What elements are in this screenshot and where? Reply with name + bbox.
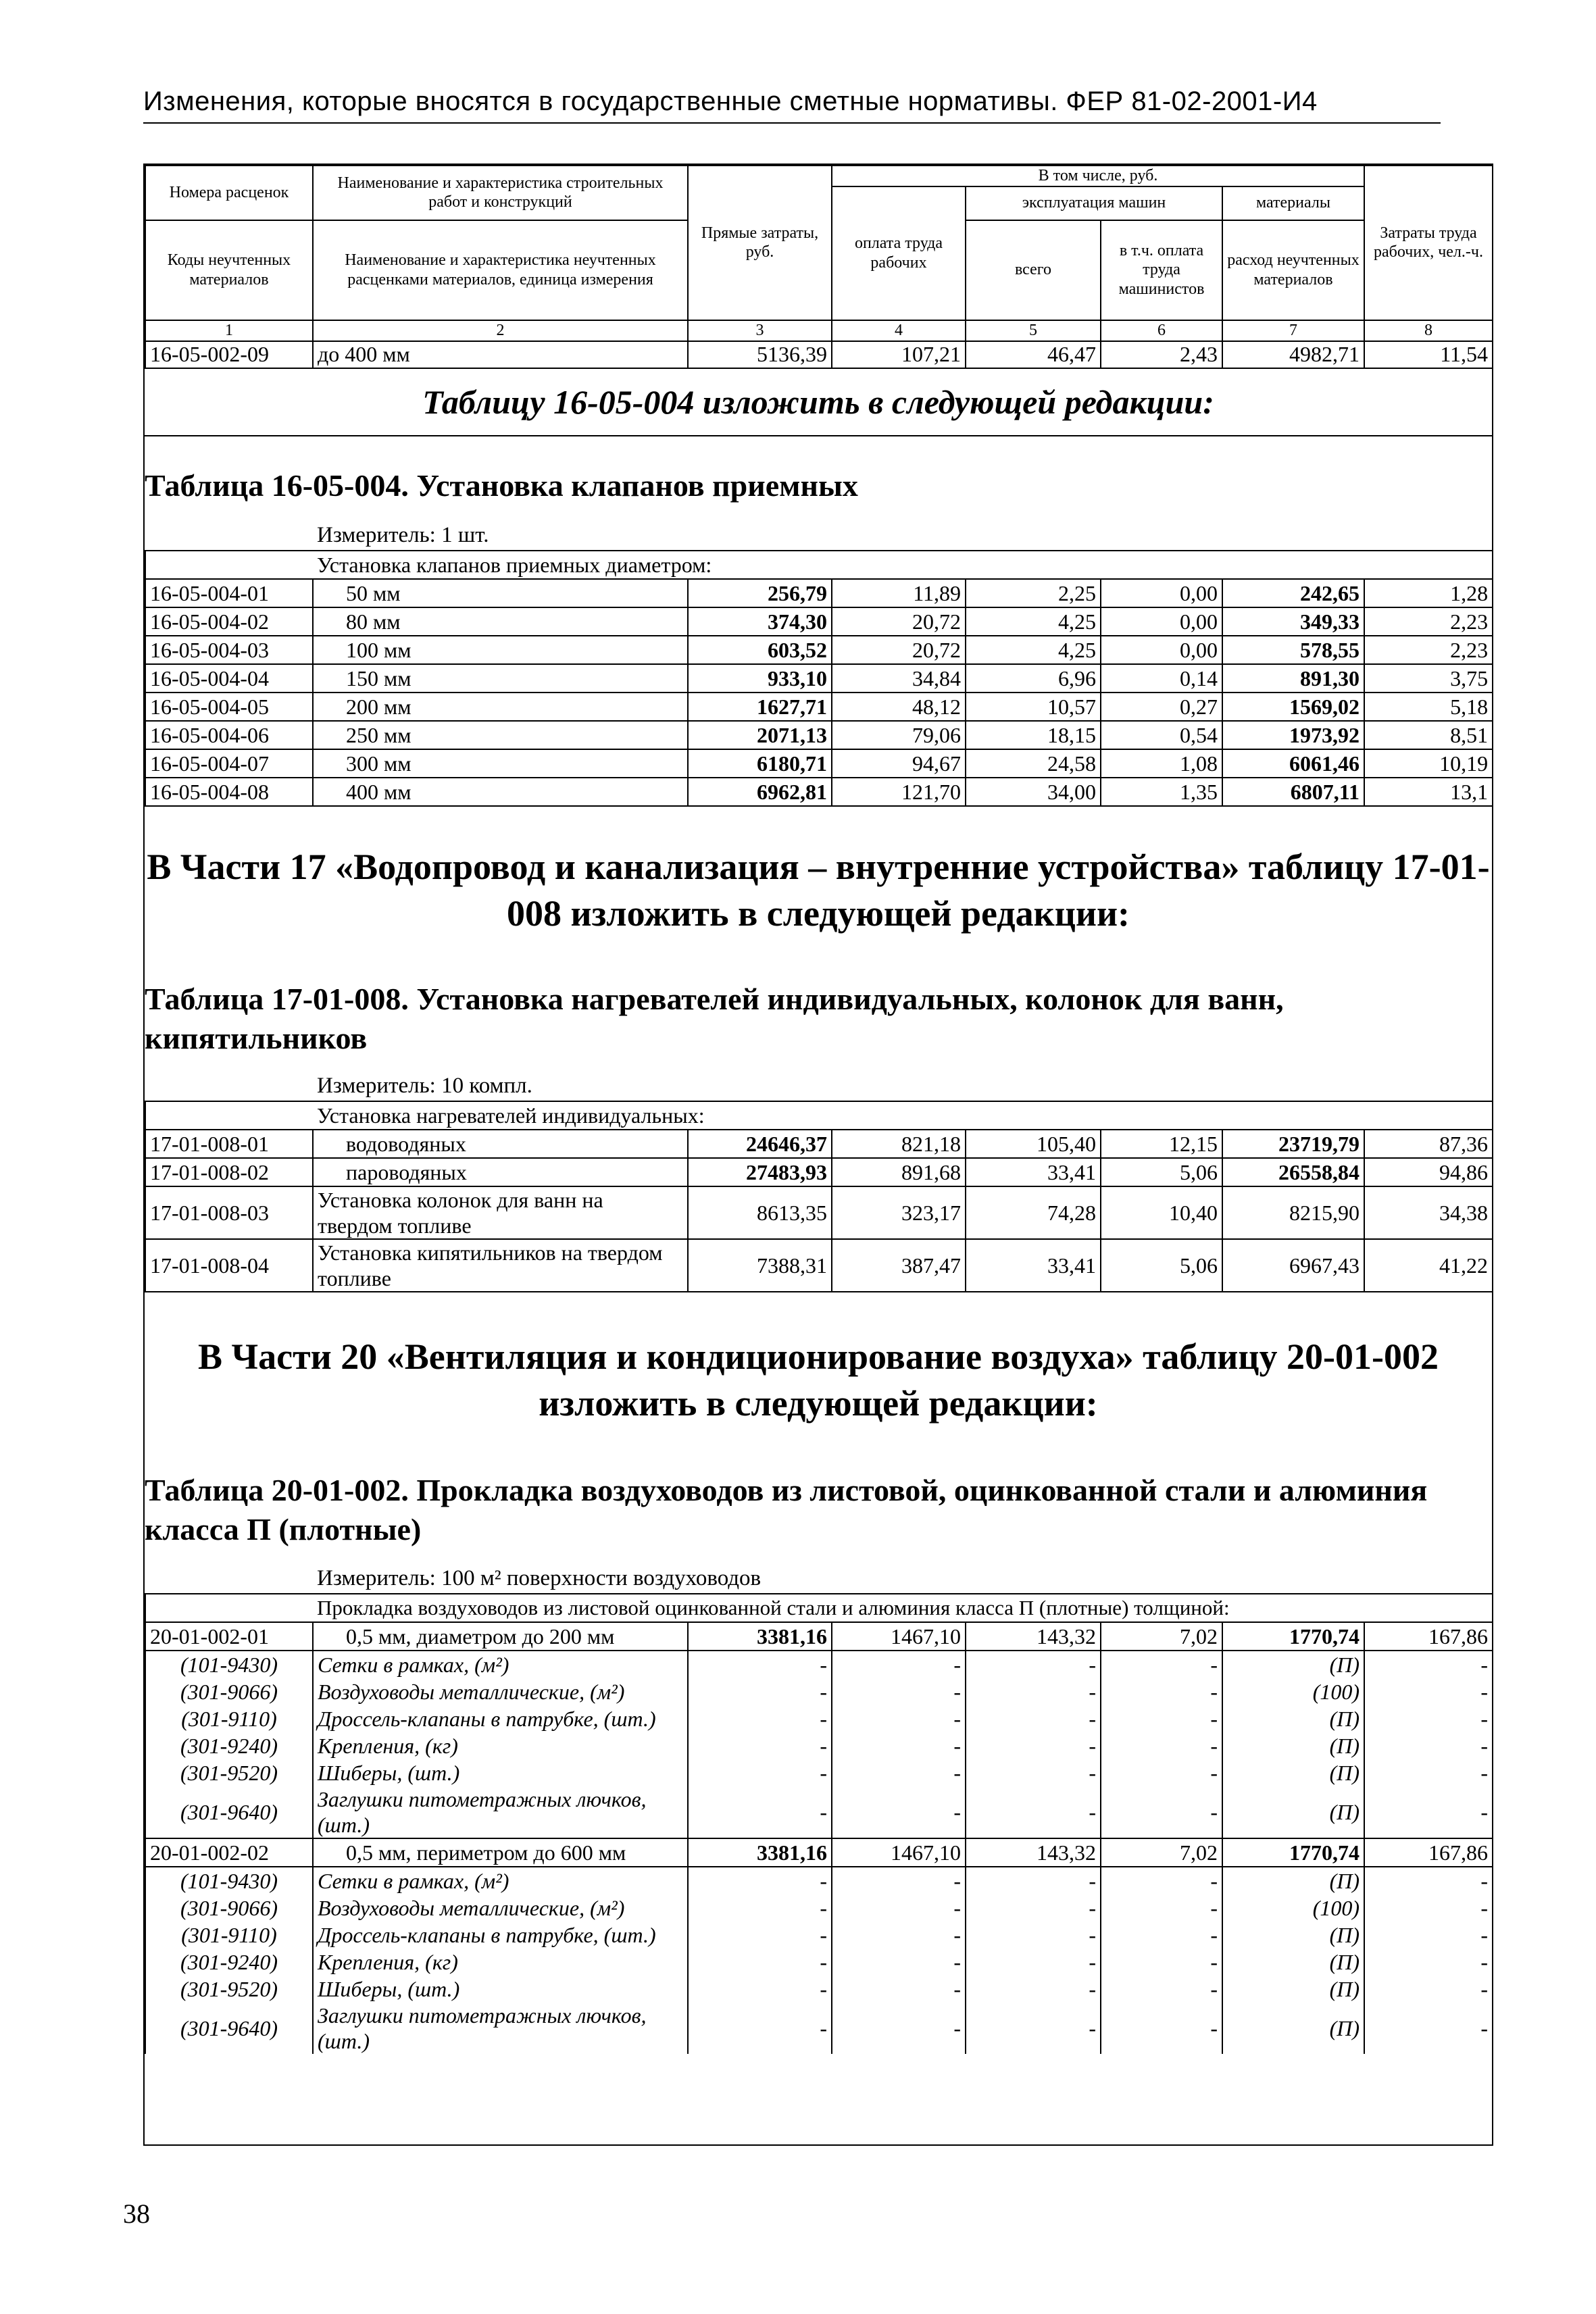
cell-code: 16-05-004-03 [145,636,313,664]
cell-value: 7,02 [1101,1622,1222,1651]
col1-bottom-header: Коды неучтенных материалов [145,220,313,320]
divider [145,435,1492,436]
cell-value: - [1101,1651,1222,1678]
col-num-4: 4 [832,320,966,341]
cell-value: (П) [1222,1759,1364,1786]
table-row [145,721,1493,749]
cell-value: 242,65 [1222,579,1364,607]
cell-code: 17-01-008-03 [145,1186,313,1239]
table-20-01-002 [145,1593,1493,2054]
cell-value: 603,52 [688,636,832,664]
cell-value: - [966,1705,1101,1732]
cell-value: 34,84 [832,664,966,693]
cell-code: 20-01-002-02 [145,1838,313,1867]
page-header: Изменения, которые вносятся в государственные сметные нормативы. ФЕР 81-02-2001-И4 [143,86,1441,124]
cell-code: (301-9110) [145,1705,313,1732]
cell-value: - [688,1678,832,1705]
cell-value: - [966,1651,1101,1678]
cell-name: 300 мм [313,749,688,778]
table-meter-text: Измеритель: 100 м² поверхности воздуховодов [317,1566,762,1590]
cell-value: - [1101,1894,1222,1921]
col1-top-header: Номера расценок [145,166,313,220]
cell-value: 1,08 [1101,749,1222,778]
cell-code: 20-01-002-01 [145,1622,313,1651]
col-num-6: 6 [1101,320,1222,341]
cell-value: 7,02 [1101,1838,1222,1867]
cell-code: 17-01-008-04 [145,1239,313,1292]
cell-value: 1770,74 [1222,1622,1364,1651]
cell-value: 94,86 [1364,1158,1493,1186]
material-row [145,1705,1493,1732]
table-row [145,749,1493,778]
cell-value: - [1364,1651,1493,1678]
cell-code: (301-9066) [145,1678,313,1705]
cell-value: 5136,39 [688,341,832,368]
cell-value: - [832,2003,966,2054]
cell-value: - [688,1948,832,1976]
cell-value: 6967,43 [1222,1239,1364,1292]
cell-value: - [1101,1948,1222,1976]
table-row [145,693,1493,721]
cell-value: 0,27 [1101,693,1222,721]
material-row [145,1948,1493,1976]
cell-value: - [1101,1732,1222,1759]
cell-value: - [832,1732,966,1759]
machines-header: эксплуатация машин [966,186,1222,220]
cell-value: 107,21 [832,341,966,368]
cell-value: 1467,10 [832,1838,966,1867]
table-row [145,341,1493,368]
cell-value: - [1364,1976,1493,2003]
cell-name: Установка колонок для ванн на твердом топливе [313,1186,688,1239]
cell-value: - [832,1705,966,1732]
column-header-table [145,165,1493,369]
cell-value: 34,38 [1364,1186,1493,1239]
cell-value: - [1101,1678,1222,1705]
cell-value: - [832,1894,966,1921]
cell-value: 1770,74 [1222,1838,1364,1867]
col5-header: всего [966,220,1101,320]
col-num-2: 2 [313,320,688,341]
cell-name: водоводяных [313,1130,688,1158]
cell-value: 105,40 [966,1130,1101,1158]
col-num-8: 8 [1364,320,1493,341]
section-17-title: В Части 17 «Водопровод и канализация – внутренние устройства» таблицу 17-01-008 изложить в следующей редакции: [147,847,1490,934]
cell-code: (301-9520) [145,1976,313,2003]
cell-code: (301-9110) [145,1921,313,1948]
cell-value: - [1364,1948,1493,1976]
cell-code: (101-9430) [145,1867,313,1894]
cell-value: 10,57 [966,693,1101,721]
table-row [145,1622,1493,1651]
cell-code: 16-05-004-06 [145,721,313,749]
cell-value: - [1101,1867,1222,1894]
cell-value: - [966,1976,1101,2003]
cell-value: - [1364,1867,1493,1894]
cell-value: - [1364,1786,1493,1838]
cell-value: 94,67 [832,749,966,778]
cell-value: 2,23 [1364,607,1493,636]
table-17-01-008 [145,1101,1493,1292]
cell-value: - [688,1732,832,1759]
cell-code: (101-9430) [145,1651,313,1678]
cell-value: 10,40 [1101,1186,1222,1239]
cell-value: 79,06 [832,721,966,749]
cell-value: 24,58 [966,749,1101,778]
table-caption: Установка клапанов приемных диаметром: [313,551,1493,579]
cell-value: 33,41 [966,1239,1101,1292]
cell-name: Воздуховоды металлические, (м²) [313,1678,688,1705]
cell-value: 6,96 [966,664,1101,693]
cell-value: - [832,1759,966,1786]
cell-value: (П) [1222,1705,1364,1732]
table-row [145,1239,1493,1292]
cell-value: - [688,1786,832,1838]
cell-value: (П) [1222,1948,1364,1976]
cell-value: - [832,1867,966,1894]
cell-value: - [1364,1732,1493,1759]
cell-value: 323,17 [832,1186,966,1239]
cell-value: - [966,1759,1101,1786]
cell-value: 578,55 [1222,636,1364,664]
cell-value: - [688,1705,832,1732]
cell-value: 1569,02 [1222,693,1364,721]
cell-name: Сетки в рамках, (м²) [313,1651,688,1678]
cell-value: (П) [1222,1921,1364,1948]
material-row [145,1894,1493,1921]
cell-value: 0,54 [1101,721,1222,749]
col4-header: оплата труда рабочих [832,186,966,320]
cell-name: Воздуховоды металлические, (м²) [313,1894,688,1921]
cell-value: 41,22 [1364,1239,1493,1292]
material-row [145,1678,1493,1705]
cell-value: - [688,1894,832,1921]
cell-value: 13,1 [1364,778,1493,806]
cell-value: 4982,71 [1222,341,1364,368]
table-meter [317,1566,761,1591]
cell-name: Шиберы, (шт.) [313,1759,688,1786]
table-title-17-01-008: Таблица 17-01-008. Установка нагревателей индивидуальных, колонок для ванн, кипятильников [145,982,1284,1055]
table-title-16-05-004: Таблица 16-05-004. Установка клапанов приемных [145,468,858,503]
cell-value: 349,33 [1222,607,1364,636]
table-row [145,778,1493,806]
cell-value: 891,30 [1222,664,1364,693]
cell-value: 2,23 [1364,636,1493,664]
cell-value: 5,06 [1101,1158,1222,1186]
col8-header: Затраты труда рабочих, чел.-ч. [1364,166,1493,320]
cell-value: 2,25 [966,579,1101,607]
cell-value: - [1364,1678,1493,1705]
cell-code: 16-05-004-05 [145,693,313,721]
cell-value: 8613,35 [688,1186,832,1239]
cell-value: 10,19 [1364,749,1493,778]
cell-name: 250 мм [313,721,688,749]
cell-value: 6180,71 [688,749,832,778]
content-frame [143,164,1493,2146]
cell-value: - [1101,1786,1222,1838]
material-row [145,1759,1493,1786]
material-row [145,1867,1493,1894]
cell-value: (100) [1222,1894,1364,1921]
cell-value: 0,00 [1101,579,1222,607]
table-row [145,607,1493,636]
cell-code: 16-05-002-09 [145,341,313,368]
cell-value: 1,28 [1364,579,1493,607]
cell-value: - [1101,1976,1222,2003]
col-num-3: 3 [688,320,832,341]
cell-value: - [832,1921,966,1948]
cell-name: 80 мм [313,607,688,636]
cell-code: (301-9066) [145,1894,313,1921]
cell-name: Заглушки питометражных лючков, (шт.) [313,2003,688,2054]
col6-header: в т.ч. оплата труда машинистов [1101,220,1222,320]
cell-value: 0,14 [1101,664,1222,693]
table-row [145,1158,1493,1186]
cell-value: - [832,1651,966,1678]
cell-name: 50 мм [313,579,688,607]
cell-value: 387,47 [832,1239,966,1292]
cell-value: - [966,1921,1101,1948]
cell-value: 2,43 [1101,341,1222,368]
cell-value: (П) [1222,1651,1364,1678]
cell-value: - [832,1948,966,1976]
cell-value: - [688,1867,832,1894]
cell-value: 143,32 [966,1838,1101,1867]
cell-name: 200 мм [313,693,688,721]
cell-value: 74,28 [966,1186,1101,1239]
cell-value: 8215,90 [1222,1186,1364,1239]
cell-name: 0,5 мм, периметром до 600 мм [313,1838,688,1867]
cell-value: - [832,1786,966,1838]
cell-value: - [688,2003,832,2054]
cell-code: (301-9640) [145,1786,313,1838]
cell-value: 891,68 [832,1158,966,1186]
cell-code: 16-05-004-07 [145,749,313,778]
material-row [145,2003,1493,2054]
cell-name: Дроссель-клапаны в патрубке, (шт.) [313,1921,688,1948]
table-row [145,1130,1493,1158]
cell-value: 3,75 [1364,664,1493,693]
cell-value: (П) [1222,2003,1364,2054]
table-row [145,636,1493,664]
cell-value: - [1364,1759,1493,1786]
cell-value: 20,72 [832,636,966,664]
cell-code: (301-9640) [145,2003,313,2054]
table-meter: Измеритель: 10 компл. [317,1074,532,1098]
cell-name: Крепления, (кг) [313,1948,688,1976]
cell-value: 1627,71 [688,693,832,721]
cell-name: Сетки в рамках, (м²) [313,1867,688,1894]
cell-value: 5,18 [1364,693,1493,721]
cell-value: 48,12 [832,693,966,721]
cell-value: 6807,11 [1222,778,1364,806]
cell-value: (П) [1222,1786,1364,1838]
cell-name: 400 мм [313,778,688,806]
cell-value: - [1101,1921,1222,1948]
cell-value: (П) [1222,1976,1364,2003]
cell-code: 17-01-008-01 [145,1130,313,1158]
cell-name: Шиберы, (шт.) [313,1976,688,2003]
material-row [145,1921,1493,1948]
cell-value: 143,32 [966,1622,1101,1651]
cell-value: 167,86 [1364,1838,1493,1867]
col-num-5: 5 [966,320,1101,341]
cell-value: 0,00 [1101,607,1222,636]
materials-header: материалы [1222,186,1364,220]
cell-value: - [688,1759,832,1786]
cell-code: (301-9520) [145,1759,313,1786]
cell-value: - [966,1894,1101,1921]
cell-value: 11,89 [832,579,966,607]
col3-header: Прямые затраты, руб. [688,166,832,320]
col2-top-header: Наименование и характеристика строительных работ и конструкций [313,166,688,220]
cell-value: (П) [1222,1732,1364,1759]
cell-value: - [1101,1705,1222,1732]
cell-value: 5,06 [1101,1239,1222,1292]
cell-name: до 400 мм [313,341,688,368]
cell-value: - [1101,1759,1222,1786]
cell-name: 150 мм [313,664,688,693]
cell-value: 20,72 [832,607,966,636]
cell-name: 0,5 мм, диаметром до 200 мм [313,1622,688,1651]
cell-name: Установка кипятильников на твердом топливе [313,1239,688,1292]
cell-name: пароводяных [313,1158,688,1186]
cell-value: 18,15 [966,721,1101,749]
cell-value: 23719,79 [1222,1130,1364,1158]
cell-value: - [966,1732,1101,1759]
table-row [145,664,1493,693]
cell-name: Заглушки питометражных лючков, (шт.) [313,1786,688,1838]
col7-header: расход неучтенных материалов [1222,220,1364,320]
table-meter: Измеритель: 1 шт. [317,523,489,547]
cell-name: 100 мм [313,636,688,664]
cell-value: - [966,2003,1101,2054]
material-row [145,1651,1493,1678]
cell-value: - [966,1867,1101,1894]
table-title-20-01-002: Таблица 20-01-002. Прокладка воздуховодов из листовой, оцинкованной стали и алюминия класса П (плотные) [145,1473,1428,1546]
cell-value: 1467,10 [832,1622,966,1651]
cell-value: 6962,81 [688,778,832,806]
cell-value: 87,36 [1364,1130,1493,1158]
material-row [145,1976,1493,2003]
cell-value: (100) [1222,1678,1364,1705]
cell-value: 4,25 [966,607,1101,636]
incl-header: В том числе, руб. [832,166,1364,186]
cell-value: - [1364,1921,1493,1948]
cell-value: 3381,16 [688,1838,832,1867]
cell-value: 24646,37 [688,1130,832,1158]
cell-value: - [832,1976,966,2003]
col-num-7: 7 [1222,320,1364,341]
cell-value: 11,54 [1364,341,1493,368]
cell-value: 8,51 [1364,721,1493,749]
cell-code: (301-9240) [145,1732,313,1759]
cell-value: 0,00 [1101,636,1222,664]
table-row [145,579,1493,607]
page-number: 38 [123,2198,150,2229]
cell-value: 1973,92 [1222,721,1364,749]
cell-value: 4,25 [966,636,1101,664]
cell-code: 16-05-004-08 [145,778,313,806]
table-caption: Прокладка воздуховодов из листовой оцинкованной стали и алюминия класса П (плотные) толщиной: [313,1594,1493,1622]
cell-value: 27483,93 [688,1158,832,1186]
section-20-title: В Части 20 «Вентиляция и кондиционирование воздуха» таблицу 20-01-002 изложить в следующей редакции: [198,1336,1439,1424]
cell-value: 1,35 [1101,778,1222,806]
cell-value: 374,30 [688,607,832,636]
cell-value: - [688,1976,832,2003]
cell-value: 6061,46 [1222,749,1364,778]
cell-value: 46,47 [966,341,1101,368]
cell-value: - [966,1678,1101,1705]
cell-value: - [1101,2003,1222,2054]
cell-value: - [688,1921,832,1948]
col2-bottom-header: Наименование и характеристика неучтенных расценками материалов, единица измерения [313,220,688,320]
cell-name: Крепления, (кг) [313,1732,688,1759]
cell-value: - [966,1786,1101,1838]
cell-value: - [1364,1894,1493,1921]
table-row [145,1838,1493,1867]
cell-value: 821,18 [832,1130,966,1158]
cell-value: 34,00 [966,778,1101,806]
cell-value: 2071,13 [688,721,832,749]
cell-value: 12,15 [1101,1130,1222,1158]
material-row [145,1786,1493,1838]
cell-value: - [832,1678,966,1705]
cell-value: - [688,1651,832,1678]
cell-value: - [966,1948,1101,1976]
cell-value: 3381,16 [688,1622,832,1651]
table-caption: Установка нагревателей индивидуальных: [313,1101,1493,1130]
cell-code: 16-05-004-02 [145,607,313,636]
table-16-05-004 [145,550,1493,807]
notice-table-16-05-004: Таблицу 16-05-004 изложить в следующей редакции: [422,383,1214,421]
cell-name: Дроссель-клапаны в патрубке, (шт.) [313,1705,688,1732]
cell-value: 167,86 [1364,1622,1493,1651]
col-num-1: 1 [145,320,313,341]
material-row [145,1732,1493,1759]
cell-value: - [1364,2003,1493,2054]
cell-value: 26558,84 [1222,1158,1364,1186]
cell-value: 33,41 [966,1158,1101,1186]
cell-value: (П) [1222,1867,1364,1894]
cell-value: - [1364,1705,1493,1732]
cell-code: (301-9240) [145,1948,313,1976]
cell-value: 933,10 [688,664,832,693]
cell-value: 7388,31 [688,1239,832,1292]
cell-code: 16-05-004-04 [145,664,313,693]
cell-code: 17-01-008-02 [145,1158,313,1186]
table-row [145,1186,1493,1239]
cell-value: 256,79 [688,579,832,607]
cell-value: 121,70 [832,778,966,806]
cell-code: 16-05-004-01 [145,579,313,607]
